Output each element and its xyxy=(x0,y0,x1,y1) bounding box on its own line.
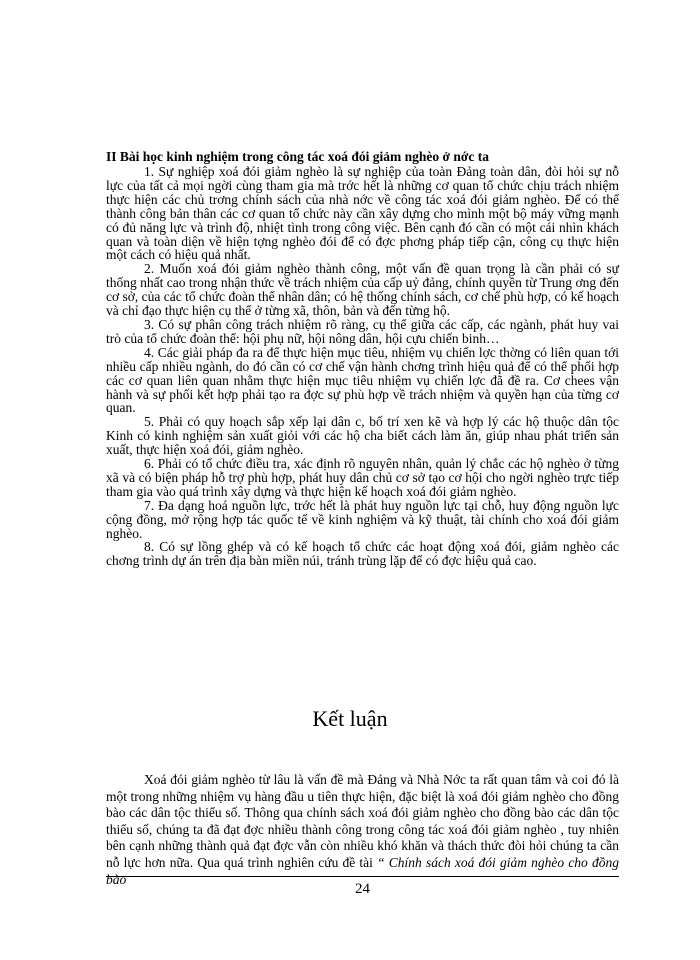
conclusion-title: Kết luận xyxy=(312,706,388,731)
lesson-paragraph-2: 2. Muốn xoá đói giảm nghèo thành công, một vấn đề quan trọng là cần phải có sự thống nhất cao trong nhận thức về trách nhiệm của cấp uỷ đảng, chính quyền từ Trung ơng đến cơ sở, của các tổ chức đoàn thể nhân dân; có hệ thống chính sách, cơ chế phù hợp, có kế hoạch và chỉ đạo thực hiện cụ thể ở từng xã, thôn, bản và đến từng hộ. xyxy=(106,261,619,319)
lessons-list xyxy=(106,165,619,568)
lesson-paragraph-7: 7. Đa dạng hoá nguồn lực, trớc hết là phát huy nguồn lực tại chỗ, huy động nguồn lực cộng đồng, mở rộng hợp tác quốc tế về kinh nghiệm và kỹ thuật, tài chính cho xoá đói giảm nghèo. xyxy=(106,497,619,541)
lesson-paragraph-5: 5. Phải có quy hoạch sắp xếp lại dân c, bố trí xen kẽ và hợp lý các hộ thuộc dân tộc Kinh có kinh nghiệm sản xuất giỏi với các hộ cha biết cách làm ăn, giúp nhau phát triển sản xuất, thực hiện xoá đói, giảm nghèo. xyxy=(106,414,619,458)
lesson-paragraph-8: 8. Có sự lồng ghép và có kế hoạch tổ chức các hoạt động xoá đói, giảm nghèo các chơng trình dự án trên địa bàn miền núi, tránh trùng lặp để có đợc hiệu quả cao. xyxy=(106,539,619,569)
lesson-paragraph-3: 3. Có sự phân công trách nhiệm rõ ràng, cụ thể giữa các cấp, các ngành, phát huy vai trò của tổ chức đoàn thể: hội phụ nữ, hội nông dân, hội cựu chiến binh… xyxy=(106,316,619,346)
lesson-paragraph-6: 6. Phải có tổ chức điều tra, xác định rõ nguyên nhân, quản lý chắc các hộ nghèo ở từng xã và có biện pháp hỗ trợ phù hợp, phát huy dân chủ cơ sở tạo cơ hội cho ngời nghèo trực tiếp tham gia vào quá trình xây dựng và thực hiện kế hoạch xoá đói giảm nghèo. xyxy=(106,456,619,499)
lesson-paragraph-1: 1. Sự nghiệp xoá đói giảm nghèo là sự nghiệp của toàn Đảng toàn dân, đòi hỏi sự nỗ lực của tất cả mọi ngời cùng tham gia mà trớc hết là những cơ quan tổ chức chịu trách nhiệm thực hiện các chủ trơng chính sách của nhà nớc về công tác xoá đói giảm nghèo. Để có thể thành công bản thân các cơ quan tổ chức này cần xây dựng cho mình một bộ máy vững mạnh có đủ năng lực và trình độ, nhiệt tình trong công việc. Bên cạnh đó cần có một cái nhìn khách quan và toàn diện về hiện tợng nghèo đói để có đợc phơng pháp tiếp cận, công cụ thực hiện một cách có hiệu quả nhất. xyxy=(106,164,619,263)
conclusion-paragraph xyxy=(106,772,619,888)
section-heading: II Bài học kinh nghiệm trong công tác xoá đói giảm nghèo ở nớc ta xyxy=(106,149,489,164)
page-number: 24 xyxy=(355,881,370,897)
footer-divider xyxy=(106,876,619,877)
lesson-paragraph-4: 4. Các giải pháp đa ra để thực hiện mục tiêu, nhiệm vụ chiến lợc thờng có liên quan tới nhiều cấp nhiều ngành, do đó cần có cơ chế vận hành chơng trình hiệu quả để có thể phối hợp các cơ quan liên quan nhằm thực hiện mục tiêu nhiệm vụ chiến lợc đã đề ra. Cơ chees vận hành và sự phối kết hợp phải tạo ra đợc sự phù hợp về trách nhiệm và quyền hạn của từng cơ quan. xyxy=(106,344,619,416)
conclusion-text: Xoá đói giảm nghèo từ lâu là vấn đề mà Đảng và Nhà Nớc ta rất quan tâm và coi đó là một trong những nhiệm vụ hàng đầu u tiên thực hiện, đặc biệt là xoá đói giảm nghèo cho đồng bào các dân tộc thiểu số. Thông qua chính sách xoá đói giảm nghèo cho đồng bào các dân tộc thiểu số, chúng ta đã đạt đợc nhiều thành công trong công tác xoá đói giảm nghèo , tuy nhiên bên cạnh những thành quả đạt đợc vẫn còn nhiều khó khăn và thách thức đòi hỏi chúng ta cần nỗ lực hơn nữa. Qua quá trình nghiên cứu đề tài xyxy=(106,772,619,870)
conclusion-topic-title: “ Chính sách xoá đói giảm nghèo cho đồng bào xyxy=(106,854,619,887)
